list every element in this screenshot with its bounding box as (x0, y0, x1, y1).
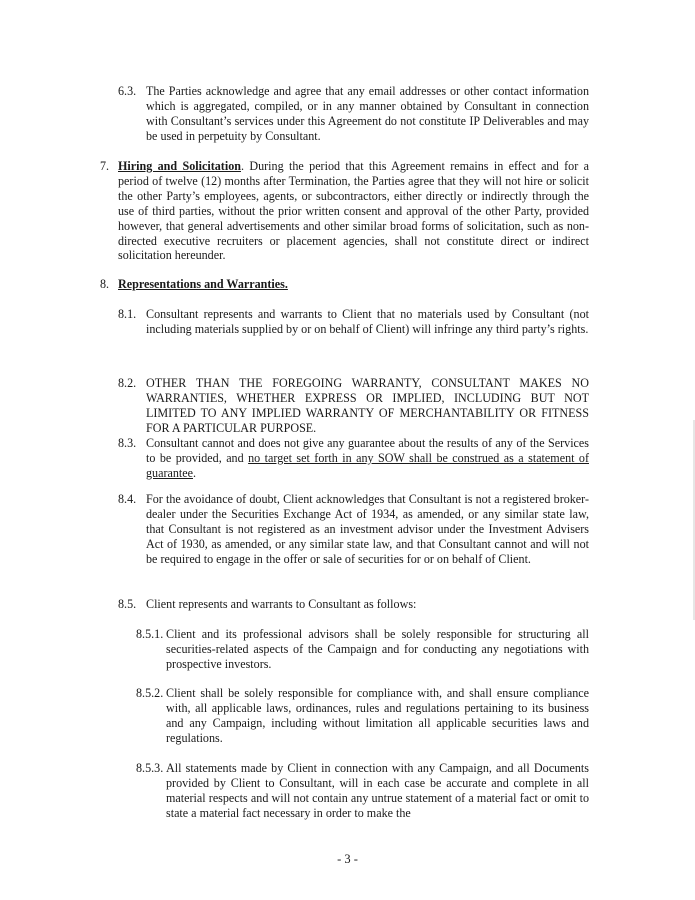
page-number: - 3 - (337, 852, 358, 866)
section-8-3-text-after: . (193, 465, 197, 480)
section-8-3-text-underlined: no target set forth in any SOW shall be construed as a statement of guarantee (146, 450, 589, 480)
section-8-5-number: 8.5. (118, 597, 137, 611)
section-8-number: 8. (100, 277, 110, 291)
section-8-5-2-text: Client shall be solely responsible for compliance with, and shall ensure compliance with, all applicable laws, ordinances, rules and regulations pertaining to its business and any Campaign, including without limitation all applicable securities laws and regulations. (166, 686, 589, 745)
section-6-3-number: 6.3. (118, 84, 137, 98)
section-7-paragraph (118, 159, 589, 263)
section-8-heading: Representations and Warranties. (118, 277, 288, 291)
section-8-5-1-text: Client and its professional advisors shall be solely responsible for structuring all securities-related aspects of the Campaign and for conducting any negotiations with prospective investors. (166, 627, 589, 671)
section-8-5-1-number: 8.5.1. (136, 627, 164, 641)
section-8-1-text: Consultant represents and warrants to Client that no materials used by Consultant (not including materials supplied by or on behalf of Client) will infringe any third party’s rights. (146, 307, 589, 336)
section-8-2-text: OTHER THAN THE FOREGOING WARRANTY, CONSULTANT MAKES NO WARRANTIES, WHETHER EXPRESS OR IMPLIED, INCLUDING BUT NOT LIMITED TO ANY IMPLIED WARRANTY OF MERCHANTABILITY OR FITNESS FOR A PARTICULAR PURPOSE. (146, 376, 589, 435)
section-8-4-text: For the avoidance of doubt, Client acknowledges that Consultant is not a registered broker-dealer under the Securities Exchange Act of 1934, as amended, or any similar state law, that Consultant is not registered as an investment advisor under the Investment Advisers Act of 1930, as amended, or any similar state law, and that Consultant cannot and will not be required to engage in the offer or sale of securities for or on behalf of Client. (146, 492, 589, 566)
section-7-text: . During the period that this Agreement remains in effect and for a period of twelve (12) months after Termination, the Parties agree that they will not hire or solicit the other Party’s employees, agents, or subcontractors, either directly or indirectly through the use of third parties, without the prior written consent and approval of the other Party, provided however, that general advertisements and other similar broad forms of solicitation, such as non-directed executive recruiters or placement agencies, shall not constitute direct or indirect solicitation hereunder. (118, 159, 589, 263)
section-8-5-text: Client represents and warrants to Consultant as follows: (146, 597, 417, 611)
section-8-1-number: 8.1. (118, 307, 137, 321)
section-8-5-2-number: 8.5.2. (136, 686, 164, 700)
section-8-paragraph (118, 277, 589, 292)
section-7-number: 7. (100, 159, 110, 173)
section-8-5-3-number: 8.5.3. (136, 761, 164, 775)
section-8-3-text-before: Consultant cannot and does not give any guarantee about the results of any of the Services to be provided, and (146, 436, 589, 465)
section-8-5-3-text: All statements made by Client in connection with any Campaign, and all Documents provided by Client to Consultant, will in each case be accurate and complete in all material respects and will not contain any untrue statement of a material fact or omit to state a material fact necessary in order to make the (166, 761, 589, 820)
section-8-3-number: 8.3. (118, 436, 137, 450)
section-8-4-number: 8.4. (118, 492, 137, 506)
section-6-3-text: The Parties acknowledge and agree that any email addresses or other contact information which is aggregated, compiled, or in any manner obtained by Consultant in connection with Consultant’s services under this Agreement do not constitute IP Deliverables and may be used in perpetuity by Consultant. (146, 84, 589, 143)
section-8-3-paragraph (146, 436, 589, 481)
section-7-heading: Hiring and Solicitation (118, 159, 241, 173)
section-8-2-number: 8.2. (118, 376, 137, 390)
